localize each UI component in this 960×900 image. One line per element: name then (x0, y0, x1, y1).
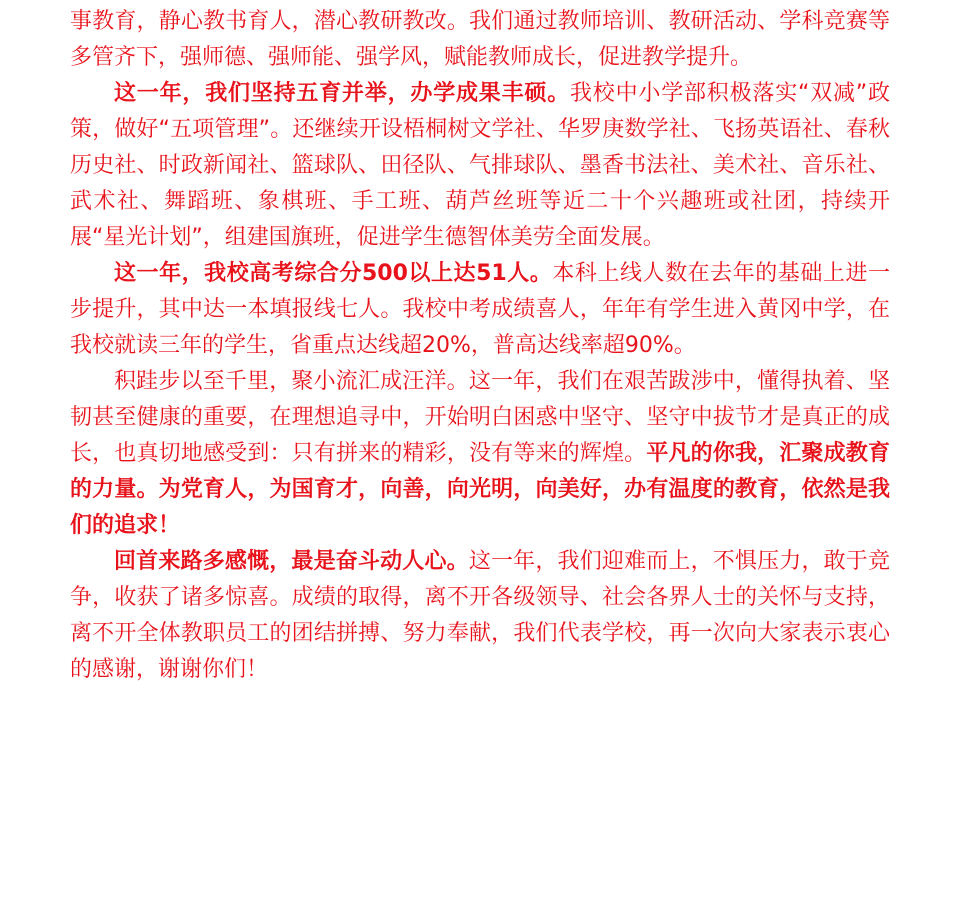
paragraph-text: 积跬步以至千里，聚小流汇成汪洋。这一年，我们在艰苦跋涉中，懂得执着、坚韧甚至健康的重要，在理想追寻中，开始明白困惑中坚守、坚守中拔节才是真正的成长，也真切地感受到：只有拼来的精彩，没有等来的辉煌。 (70, 369, 890, 466)
paragraph-bold-tail: 平凡的你我，汇聚成教育的力量。为党育人，为国育才，向善，向光明，向美好，办有温度的教育，依然是我们的追求！ (70, 441, 890, 538)
paragraph-exam-results (70, 256, 890, 364)
paragraph-text: 事教育，静心教书育人，潜心教研教改。我们通过教师培训、教研活动、学科竞赛等多管齐下，强师德、强师能、强学风，赋能教师成长，促进教学提升。 (70, 9, 890, 70)
paragraph-five-education (70, 76, 890, 256)
paragraph-teacher-growth (70, 4, 890, 76)
paragraph-text: 这一年，我们迎难而上，不惧压力，敢于竞争，收获了诸多惊喜。成绩的取得，离不开各级领导、社会各界人士的关怀与支持，离不开全体教职员工的团结拼搏、努力奉献，我们代表学校，再一次向大家表示衷心的感谢，谢谢你们！ (70, 549, 890, 682)
paragraph-text: 我校中小学部积极落实“双减”政策，做好“五项管理”。还继续开设梧桐树文学社、华罗庚数学社、飞扬英语社、春秋历史社、时政新闻社、篮球队、田径队、气排球队、墨香书法社、美术社、音乐社、武术社、舞蹈班、象棋班、手工班、葫芦丝班等近二十个兴趣班或社团，持续开展“星光计划”，组建国旗班，促进学生德智体美劳全面发展。 (70, 81, 890, 250)
article-body (70, 4, 890, 688)
paragraph-lead: 这一年，我校高考综合分500以上达51人。 (114, 261, 553, 286)
paragraph-reflection (70, 364, 890, 544)
paragraph-thanks (70, 544, 890, 688)
paragraph-text: 本科上线人数在去年的基础上进一步提升，其中达一本填报线七人。我校中考成绩喜人，年年有学生进入黄冈中学，在我校就读三年的学生，省重点达线超20%，普高达线率超90%。 (70, 261, 890, 358)
paragraph-lead: 这一年，我们坚持五育并举，办学成果丰硕。 (114, 81, 570, 106)
paragraph-lead: 回首来路多感慨，最是奋斗动人心。 (114, 549, 469, 574)
